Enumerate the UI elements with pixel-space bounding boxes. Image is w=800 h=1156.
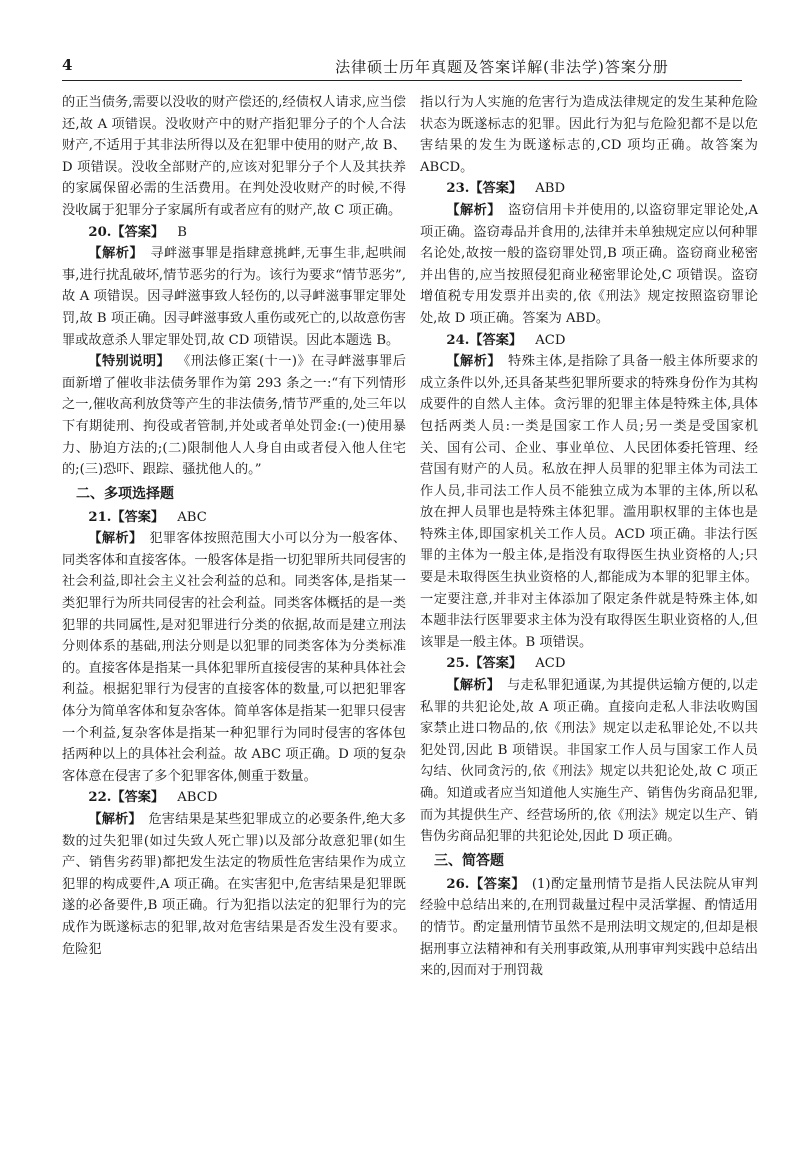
answer-value: ABCD (164, 790, 218, 806)
answer-line (420, 330, 758, 352)
paragraph-label: 【解析】 (88, 246, 144, 262)
right-column (420, 92, 758, 982)
paragraph-continued: 指以行为人实施的危害行为造成法律规定的发生某种危险状态为既遂标志的犯罪。因此行为犯与危险犯都不是以危害结果的发生为既遂标志的,CD 项均正确。故答案为 ABCD。 (420, 95, 758, 175)
paragraph-label: 【解析】 (88, 812, 142, 827)
analysis-paragraph (62, 528, 406, 787)
answer-line (420, 653, 758, 675)
analysis-paragraph (420, 874, 758, 982)
answer-line (62, 787, 406, 809)
answer-label: 20.【答案】 (88, 224, 165, 240)
paragraph-continued: 的正当债务,需要以没收的财产偿还的,经债权人请求,应当偿还,故 A 项错误。没收财产中的财产指犯罪分子的个人合法财产,不适用于其非法所得以及在犯罪中使用的财产,故 B、D 项错误。没收全部财产的,应该对犯罪分子个人及其扶养的家属保留必需的生活费用。在判处没收财产的时候,不得没收属于犯罪分子家属所有或者应有的财产,故 C 项正确。 (62, 95, 406, 218)
analysis-paragraph (62, 809, 406, 960)
answer-line (420, 178, 758, 200)
answer-line (62, 507, 406, 529)
paragraph-label: 【特别说明】 (88, 354, 171, 370)
section-heading: 二、多项选择题 (76, 485, 174, 502)
answer-label: 25.【答案】 (446, 656, 523, 672)
answer-line (62, 222, 406, 244)
paragraph-text: 特殊主体,是指除了具备一般主体所要求的成立条件以外,还具备某些犯罪所要求的特殊身份作为其构成要件的自然人主体。贪污罪的犯罪主体是特殊主体,具体包括两类人员:一类是国家工作人员;另一类是受国家机关、国有公司、企业、事业单位、人民团体委托管理、经营国有财产的人员。私放在押人员罪的犯罪主体为司法工作人员,非司法工作人员不能独立成为本罪的主体,所以私放在押人员罪也是特殊主体犯罪。滥用职权罪的主体也是特殊主体,即国家机关工作人员。ACD 项正确。非法行医罪的主体为一般主体,是指没有取得医生执业资格的人;只要是未取得医生执业资格的人,都能成为本罪的犯罪主体。一定要注意,并非对主体添加了限定条件就是特殊主体,如本题非法行医罪要求主体为没有取得医生职业资格的人,但该罪是一般主体。B 项错误。 (420, 354, 758, 650)
answer-label: 23.【答案】 (446, 181, 523, 197)
answer-value: ACD (522, 332, 566, 348)
paragraph-text: 危害结果是某些犯罪成立的必要条件,绝大多数的过失犯罪(如过失致人死亡罪)以及部分故意犯罪(如生产、销售劣药罪)都把发生法定的物质性危害结果作为成立犯罪的构成要件,A 项正确。在实害犯中,危害结果是犯罪既遂的必备要件,B 项正确。行为犯指以法定的犯罪行为的完成作为既遂标志的犯罪,故对危害结果是否发生没有要求。危险犯 (62, 812, 406, 957)
book-title: 法律硕士历年真题及答案详解(非法学)答案分册 (335, 58, 669, 76)
paragraph-text: 《刑法修正案(十一)》在寻衅滋事罪后面新增了催收非法债务罪作为第 293 条之一:“有下列情形之一,催收高利放贷等产生的非法债务,情节严重的,处三年以下有期徒刑、拘役或者管制,并处或者单处罚金:(一)使用暴力、胁迫方法的;(二)限制他人人身自由或者侵入他人住宅的;(三)恐吓、跟踪、骚扰他人的。” (62, 354, 406, 478)
paragraph-text: 与走私罪犯通谋,为其提供运输方便的,以走私罪的共犯论处,故 A 项正确。直接向走私人非法收购国家禁止进口物品的,依《刑法》规定以走私罪论处,不以共犯处罚,因此 B 项错误。非国家工作人员与国家工作人员勾结、伙同贪污的,依《刑法》规定以共犯论处,故 C 项正确。知道或者应当知道他人实施生产、销售伪劣商品犯罪,而为其提供生产、经营场所的,依《刑法》规定以生产、销售伪劣商品犯罪的共犯论处,因此 D 项正确。 (420, 678, 759, 845)
answer-label: 24.【答案】 (446, 332, 523, 348)
paragraph-label: 【解析】 (446, 202, 501, 218)
answer-value: B (164, 224, 187, 240)
analysis-paragraph (420, 351, 758, 653)
answer-value: ABC (164, 509, 207, 525)
left-column (62, 92, 406, 960)
page-header (62, 50, 742, 81)
answer-label: 22.【答案】 (88, 790, 165, 806)
analysis-paragraph (420, 200, 758, 330)
paragraph-label: 26.【答案】 (446, 876, 526, 892)
answer-value: ACD (522, 656, 566, 672)
analysis-paragraph (420, 675, 758, 848)
answer-label: 21.【答案】 (88, 509, 165, 525)
paragraph-text: 犯罪客体按照范围大小可以分为一般客体、同类客体和直接客体。一般客体是指一切犯罪所共同侵害的社会利益,即社会主义社会利益的总和。同类客体,是指某一类犯罪行为所共同侵害的社会利益。同类客体概括的是一类犯罪的共同属性,是对犯罪进行分类的依据,故而是建立刑法分则体系的基础,刑法分则是以犯罪的同类客体为分类标准的。直接客体是指某一具体犯罪所直接侵害的某种具体社会利益。根据犯罪行为侵害的直接客体的数量,可以把犯罪客体分为简单客体和复杂客体。简单客体是指某一犯罪只侵害一个利益,复杂客体是指某一种犯罪行为同时侵害的客体包括两种以上的具体社会利益。故 ABC 项正确。D 项的复杂客体意在侵害了多个犯罪客体,侧重于数量。 (62, 531, 407, 784)
paragraph-text: 寻衅滋事罪是指肆意挑衅,无事生非,起哄闹事,进行扰乱破坏,情节恶劣的行为。该行为要求“情节恶劣”,故 A 项错误。因寻衅滋事致人轻伤的,以寻衅滋事罪定罪处罚,故 B 项正确。因寻衅滋事致人重伤或死亡的,以故意伤害罪或故意杀人罪定罪处罚,故 CD 项错误。因此本题选 B。 (62, 246, 407, 348)
analysis-paragraph (62, 243, 406, 351)
paragraph-label: 【解析】 (446, 354, 501, 370)
page-number: 4 (62, 56, 73, 74)
paragraph-label: 【解析】 (88, 531, 143, 547)
paragraph-text: (1)酌定量刑情节是指人民法院从审判经验中总结出来的,在刑罚裁量过程中灵活掌握、酌情适用的情节。酌定量刑情节虽然不是刑法明文规定的,但却是根据刑事立法精神和有关刑事政策,从刑事审判实践中总结出来的,因而对于刑罚裁 (420, 876, 758, 979)
analysis-paragraph (62, 351, 406, 481)
paragraph-label: 【解析】 (446, 678, 501, 694)
section-heading: 三、简答题 (434, 852, 504, 869)
paragraph-text: 盗窃信用卡并使用的,以盗窃罪定罪论处,A 项正确。盗窃毒品并食用的,法律并未单独规定应以何种罪名论处,故按一般的盗窃罪处罚,B 项正确。盗窃商业秘密并出售的,应当按照侵犯商业秘密罪论处,C 项错误。盗窃增值税专用发票并出卖的,依《刑法》规定按照盗窃罪论处,故 D 项正确。答案为 ABD。 (420, 202, 759, 326)
answer-value: ABD (522, 181, 566, 197)
